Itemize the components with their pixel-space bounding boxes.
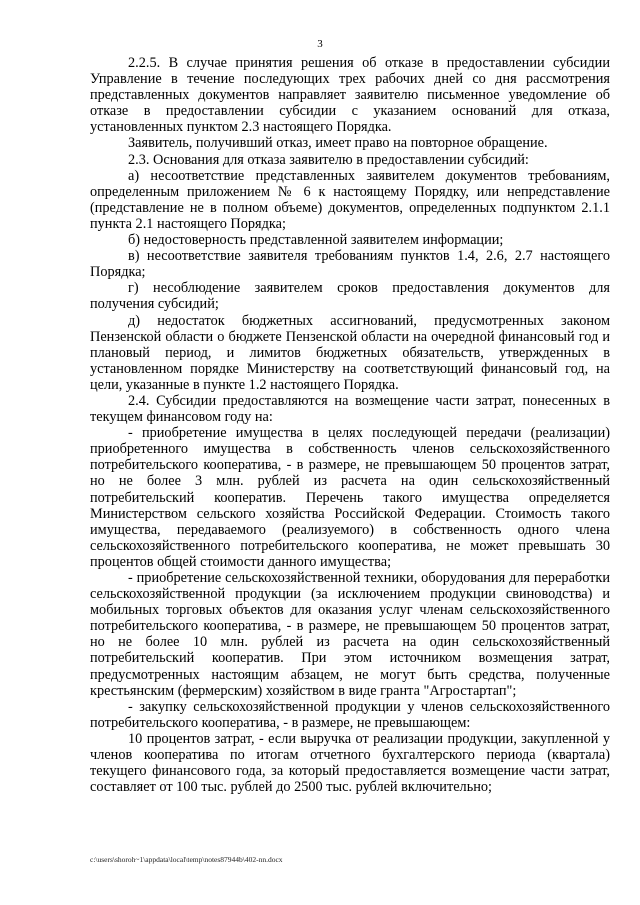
page-number: 3 — [317, 38, 323, 50]
paragraph-ten-percent: 10 процентов затрат, - если выручка от реализации продукции, закупленной у членов кооператива по итогам отчетного бухгалтерского периода (квартала) текущего финансового года, за который предоставляется возмещение части затрат, составляет от 100 тыс. рублей до 2500 тыс. рублей включительно; — [90, 730, 610, 796]
paragraph-repeat-request: Заявитель, получивший отказ, имеет право на повторное обращение. — [128, 135, 548, 152]
footer-file-path: c:\users\shoroh~1\appdata\local\temp\notes87944b\402-nn.docx — [90, 855, 283, 864]
paragraph-item-a: а) несоответствие представленных заявителем документов требованиям, определенным приложением № 6 к настоящему Порядку, или непредставление (представление не в полном объеме) документов, определенных подпунктом 2.1.1 пункта 2.1 настоящего Порядка; — [90, 167, 610, 232]
paragraph-item-d: д) недостаток бюджетных ассигнований, предусмотренных законом Пензенской области о бюджете Пензенской области на очередной финансовый год и плановый период, и лимитов бюджетных обязательств, утвержденных в установленном порядке Министерству на соответствующий финансовый год, на цели, указанные в пункте 1.2 настоящего Порядка. — [90, 312, 610, 393]
paragraph-item-g: г) несоблюдение заявителем сроков предоставления документов для получения субсидий; — [90, 280, 610, 313]
paragraph-machinery-purchase: - приобретение сельскохозяйственной техники, оборудования для переработки сельскохозяйственной продукции (за исключением продукции свиноводства) и мобильных торговых объектов для оказания услуг членам сельскохозяйственного потребительского кооператива, - в размере, не превышающем 50 процентов затрат, но не более 10 млн. рублей из расчета на один сельскохозяйственный потребительский кооператив. При этом источником возмещения затрат, предусмотренных настоящим абзацем, не могут быть средства, полученные крестьянским (фермерским) хозяйством в виде гранта "Агростартап"; — [90, 570, 610, 699]
paragraph-item-b: б) недостоверность представленной заявителем информации; — [128, 232, 504, 249]
paragraph-2-3: 2.3. Основания для отказа заявителю в предоставлении субсидий: — [128, 151, 529, 168]
document-body — [90, 55, 610, 795]
paragraph-2-4: 2.4. Субсидии предоставляются на возмещение части затрат, понесенных в текущем финансовом году на: — [90, 392, 610, 426]
paragraph-item-v: в) несоответствие заявителя требованиям пунктов 1.4, 2.6, 2.7 настоящего Порядка; — [90, 248, 610, 281]
paragraph-produce-purchase: - закупку сельскохозяйственной продукции у членов сельскохозяйственного потребительского кооператива, - в размере, не превышающем: — [90, 698, 610, 731]
paragraph-2-2-5: 2.2.5. В случае принятия решения об отказе в предоставлении субсидии Управление в течение последующих трех рабочих дней со дня рассмотрения представленных документов направляет заявителю письменное уведомление об отказе в предоставлении субсидии с указанием оснований для отказа, установленных пунктом 2.3 настоящего Порядка. — [90, 55, 610, 136]
paragraph-property-purchase: - приобретение имущества в целях последующей передачи (реализации) приобретенного имущества в собственность членов сельскохозяйственного потребительского кооператива, - в размере, не превышающем 50 процентов затрат, но не более 3 млн. рублей из расчета на один сельскохозяйственный потребительский кооператив. Перечень такого имущества определяется Министерством сельского хозяйства Российской Федерации. Стоимость такого имущества, передаваемого (реализуемого) в собственность одного члена сельскохозяйственного потребительского кооператива, не может превышать 30 процентов общей стоимости данного имущества; — [90, 425, 610, 570]
